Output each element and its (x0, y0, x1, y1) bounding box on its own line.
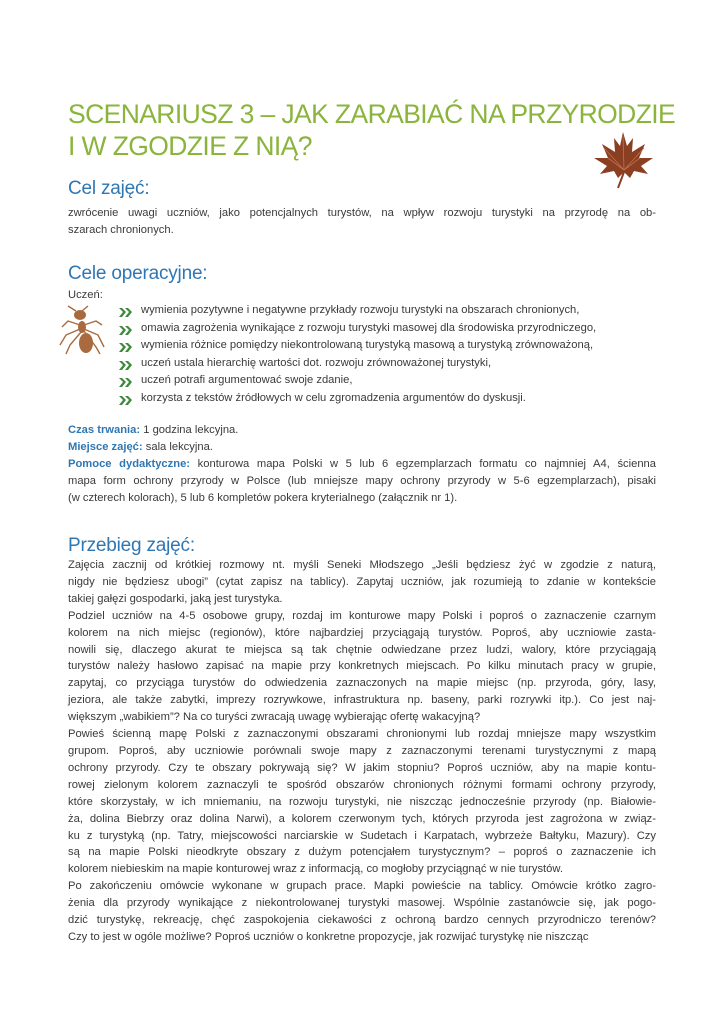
pomoce-first: konturowa mapa Polski w 5 lub 6 egzemplarzach formatu co najmniej A4, ścienna (190, 458, 657, 470)
pomoce-dydaktyczne (68, 456, 656, 507)
przebieg-heading: Przebieg zajęć: (68, 535, 195, 556)
przebieg-line: żenia dla przyrody wynikające z niekontrolowanej turystyki masowej. Wspólnie zastanówcie się, jak pogo- (68, 897, 656, 910)
przebieg-line: dzić turystykę, rekreację, chęć zaspokojenia ciekawości z ochroną bardzo cennych przyrodniczo terenów? (68, 914, 656, 927)
cel-line-2: szarach chronionych. (68, 223, 174, 236)
czas-label: Czas trwania: (68, 424, 141, 436)
pomoce-line-3: (w czterech kolorach), 5 lub 6 kompletów pokera kryterialnego (załącznik nr 1). (68, 491, 458, 504)
list-item: wymienia różnice pomiędzy niekontrolowaną turystyką masową a turystyką zrównoważoną, (118, 337, 596, 355)
przebieg-line: ża, dolina Biebrzy oraz dolina Narwi), a kolorem czerwonym tych, których przyroda jest zagrożona w związ- (68, 812, 656, 825)
cel-heading: Cel zajęć: (68, 178, 150, 199)
ant-icon (58, 305, 106, 355)
miejsce-value: sala lekcyjna. (142, 441, 213, 453)
list-item: uczeń potrafi argumentować swoje zdanie, (118, 372, 596, 390)
cel-line-1: zwrócenie uwagi uczniów, jako potencjalnych turystów, na wpływ rozwoju turystyki na przyrodę na ob- (68, 207, 656, 219)
list-item: uczeń ustala hierarchię wartości dot. rozwoju zrównoważonej turystyki, (118, 355, 596, 373)
double-chevron-icon (118, 394, 134, 406)
przebieg-line: jeziora, ale także zabytki, imprezy rozrywkowe, infrastruktura np. baseny, parki rozrywki itp.). Co jest naj- (68, 694, 656, 707)
double-chevron-icon (118, 306, 134, 318)
przebieg-line: turystów należy hasłowo zapisać na mapie przy konkretnych miejscach. Po kilku minutach pracy w grupie, (68, 660, 656, 673)
przebieg-line: ochrony przyrody. Czy te obszary pokrywają się? W jakim stopniu? Poproś uczniów, aby na mapie kontu- (68, 761, 656, 774)
przebieg-line: większym „wabikiem”? Na co turyści zwracają uwagę wybierając ofertę wakacyjną? (68, 711, 481, 724)
list-item: wymienia pozytywne i negatywne przykłady rozwoju turystyki na obszarach chronionych, (118, 302, 596, 320)
list-item: korzysta z tekstów źródłowych w celu zgromadzenia argumentów do dyskusji. (118, 390, 596, 408)
maple-leaf-icon (590, 128, 656, 190)
przebieg-line: zapytaj, co przyciąga turystów do odwiedzenia zaznaczonych na mapie miejsc (np. przyroda, góry, lasy, (68, 677, 656, 690)
przebieg-line: Powieś ścienną mapę Polski z zaznaczonymi obszarami chronionymi lub rozdaj mniejsze mapy wszystkim (68, 728, 656, 741)
przebieg-line: które skorzystały, w ich mniemaniu, na rozwoju turystyki, nie niszcząc jednocześnie przyrody (np. Białowie- (68, 795, 656, 808)
przebieg-line: kolorem niebieskim na mapie konturowej wraz z informacją, co mogłoby przyciągnąć w nie turystów. (68, 863, 563, 876)
przebieg-line: rowej zielonym kolorem zaznaczyli te spośród obszarów chronionych różnymi formami ochrony przyrody, (68, 778, 656, 791)
przebieg-line: Po zakończeniu omówcie wykonane w grupach prace. Mapki powieście na tablicy. Omówcie krótko zagro- (68, 880, 656, 893)
czas-trwania (68, 422, 656, 439)
przebieg-line: kolorem na nich miejsc (regionów), które najbardziej przyciągają turystów. Poproś, aby uczniowie zasta- (68, 626, 656, 639)
cele-intro: Uczeń: (68, 289, 103, 301)
przebieg-line: Zajęcia zacznij od krótkiej rozmowy nt. myśli Seneki Młodszego „Jeśli będziesz żyć w zgodzie z naturą, (68, 559, 656, 571)
pomoce-line-2: mapa form ochrony przyrody w Polsce (lub mniejsze mapy ochrony przyrody w 5-6 egzemplarzach), pisaki (68, 474, 656, 487)
double-chevron-icon (118, 359, 134, 371)
title-line-1: SCENARIUSZ 3 – JAK ZARABIAĆ NA PRZYRODZIE (68, 99, 676, 129)
przebieg-text (68, 557, 656, 946)
page-title (68, 98, 676, 162)
double-chevron-icon (118, 324, 134, 336)
cele-operacyjne-heading: Cele operacyjne: (68, 263, 208, 284)
przebieg-line: ku z turystyką (np. Tatry, miejscowości narciarskie w Sudetach i Karpatach, wybrzeże Bałtyku, Mazury). Czy (68, 829, 656, 842)
list-item: omawia zagrożenia wynikające z rozwoju turystyki masowej dla środowiska przyrodniczego, (118, 320, 596, 338)
miejsce-zajec (68, 439, 656, 456)
double-chevron-icon (118, 341, 134, 353)
miejsce-label: Miejsce zajęć: (68, 441, 143, 453)
double-chevron-icon (118, 376, 134, 388)
przebieg-line: są na mapie Polski nieodkryte obszary z dużym potencjałem turystycznym? – poproś o zaznaczenie ich (68, 846, 656, 859)
title-line-2: I W ZGODZIE Z NIĄ? (68, 131, 312, 161)
przebieg-line: Czy to jest w ogóle możliwe? Poproś uczniów o konkretne propozycje, jak rozwijać turystykę nie niszcząc (68, 930, 589, 943)
cele-list (118, 302, 596, 407)
pomoce-label: Pomoce dydaktyczne: (68, 458, 191, 470)
przebieg-line: nowili się, dlaczego akurat te miejsca są tak chętnie odwiedzane przez ludzi, walory, które przyciągają (68, 643, 656, 656)
przebieg-line: nigdy nie będziesz ubogi” (cytat zapisz na tablicy). Zapytaj uczniów, jak rozumieją to zdanie w kontekście (68, 575, 656, 588)
cel-text (68, 205, 656, 239)
przebieg-line: Podziel uczniów na 4-5 osobowe grupy, rozdaj im konturowe mapy Polski i poproś o zaznaczenie czarnym (68, 609, 656, 622)
czas-value: 1 godzina lekcyjna. (140, 424, 239, 436)
przebieg-line: grupom. Poproś, aby uczniowie porównali swoje mapy z zaznaczonymi terenami turystycznymi z mapą (68, 744, 656, 757)
przebieg-line: takiej gałęzi gospodarki, jaką jest turystyka. (68, 592, 283, 605)
pomoce-line-1 (68, 456, 656, 473)
